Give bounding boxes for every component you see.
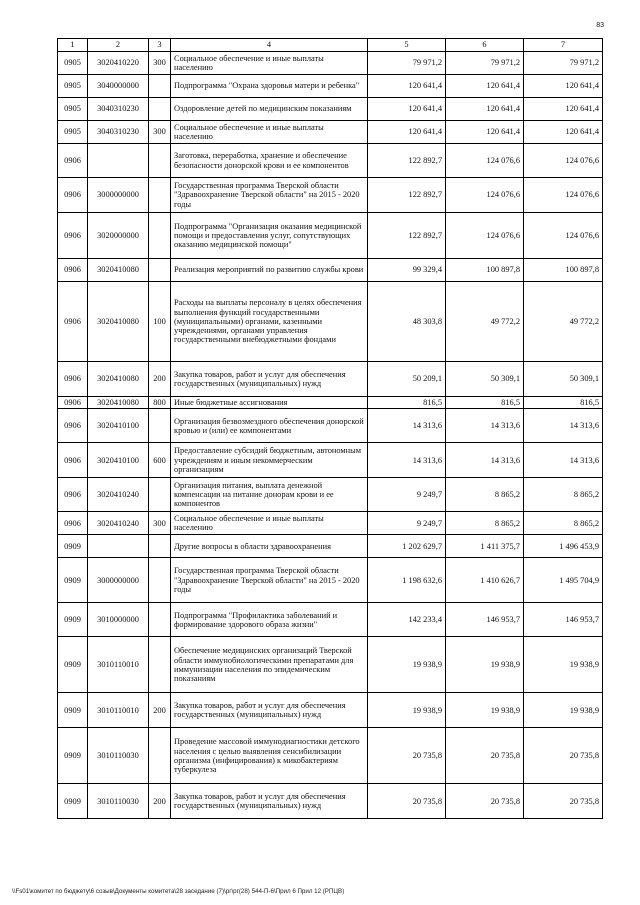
amount-year2-cell: 79 971,2 bbox=[446, 52, 524, 75]
amount-year2-cell: 14 313,6 bbox=[446, 409, 524, 443]
table-row bbox=[58, 397, 603, 409]
description-cell: Государственная программа Тверской области "Здравоохранение Тверской области" на 2015 - 2020 годы bbox=[171, 558, 368, 603]
expense-type-cell: 200 bbox=[149, 362, 171, 397]
target-article-cell bbox=[88, 144, 149, 178]
amount-year2-cell: 8 865,2 bbox=[446, 478, 524, 512]
target-article-cell bbox=[88, 535, 149, 558]
amount-year3-cell: 120 641,4 bbox=[524, 121, 603, 144]
description-cell: Предоставление субсидий бюджетным, автономным учреждениям и иным некоммерческим организациям bbox=[171, 443, 368, 478]
target-article-cell: 3000000000 bbox=[88, 558, 149, 603]
table-row bbox=[58, 121, 603, 144]
expense-type-cell: 300 bbox=[149, 512, 171, 535]
target-article-cell: 3000000000 bbox=[88, 178, 149, 213]
amount-year3-cell: 50 309,1 bbox=[524, 362, 603, 397]
expense-type-cell bbox=[149, 144, 171, 178]
expense-type-cell bbox=[149, 603, 171, 637]
expense-type-cell: 200 bbox=[149, 784, 171, 819]
expense-type-cell bbox=[149, 213, 171, 259]
table-row bbox=[58, 75, 603, 98]
section-code-cell: 0906 bbox=[58, 362, 88, 397]
amount-year1-cell: 122 892,7 bbox=[368, 144, 446, 178]
amount-year3-cell: 146 953,7 bbox=[524, 603, 603, 637]
description-cell: Оздоровление детей по медицинским показаниям bbox=[171, 98, 368, 121]
header-cell: 4 bbox=[171, 39, 368, 52]
amount-year1-cell: 816,5 bbox=[368, 397, 446, 409]
table-row bbox=[58, 362, 603, 397]
section-code-cell: 0905 bbox=[58, 98, 88, 121]
target-article-cell: 3020410100 bbox=[88, 443, 149, 478]
section-code-cell: 0906 bbox=[58, 213, 88, 259]
amount-year3-cell: 14 313,6 bbox=[524, 443, 603, 478]
description-cell: Закупка товаров, работ и услуг для обеспечения государственных (муниципальных) нужд bbox=[171, 362, 368, 397]
description-cell: Иные бюджетные ассигнования bbox=[171, 397, 368, 409]
amount-year2-cell: 120 641,4 bbox=[446, 98, 524, 121]
section-code-cell: 0909 bbox=[58, 728, 88, 784]
amount-year1-cell: 14 313,6 bbox=[368, 443, 446, 478]
description-cell: Обеспечение медицинских организаций Тверской области иммунобиологическими препаратами для иммунизации населения по эпидемическим показаниям bbox=[171, 637, 368, 693]
section-code-cell: 0906 bbox=[58, 512, 88, 535]
amount-year1-cell: 142 233,4 bbox=[368, 603, 446, 637]
section-code-cell: 0906 bbox=[58, 443, 88, 478]
description-cell: Реализация мероприятий по развитию службы крови bbox=[171, 259, 368, 282]
expense-type-cell bbox=[149, 558, 171, 603]
description-cell: Подпрограмма "Организация оказания медицинской помощи и предоставления услуг, сопутствующих оказанию медицинской помощи" bbox=[171, 213, 368, 259]
table-row bbox=[58, 535, 603, 558]
amount-year3-cell: 14 313,6 bbox=[524, 409, 603, 443]
expense-type-cell: 800 bbox=[149, 397, 171, 409]
header-cell: 5 bbox=[368, 39, 446, 52]
amount-year1-cell: 79 971,2 bbox=[368, 52, 446, 75]
section-code-cell: 0906 bbox=[58, 409, 88, 443]
header-cell: 7 bbox=[524, 39, 603, 52]
target-article-cell: 3020410080 bbox=[88, 397, 149, 409]
header-cell: 1 bbox=[58, 39, 88, 52]
amount-year2-cell: 19 938,9 bbox=[446, 637, 524, 693]
section-code-cell: 0906 bbox=[58, 397, 88, 409]
amount-year2-cell: 19 938,9 bbox=[446, 693, 524, 728]
description-cell: Заготовка, переработка, хранение и обеспечение безопасности донорской крови и ее компонентов bbox=[171, 144, 368, 178]
amount-year1-cell: 120 641,4 bbox=[368, 75, 446, 98]
target-article-cell: 3020000000 bbox=[88, 213, 149, 259]
amount-year2-cell: 146 953,7 bbox=[446, 603, 524, 637]
section-code-cell: 0909 bbox=[58, 603, 88, 637]
amount-year3-cell: 20 735,8 bbox=[524, 728, 603, 784]
table-row bbox=[58, 282, 603, 362]
expense-type-cell: 300 bbox=[149, 52, 171, 75]
amount-year2-cell: 20 735,8 bbox=[446, 728, 524, 784]
amount-year3-cell: 124 076,6 bbox=[524, 144, 603, 178]
table-row bbox=[58, 478, 603, 512]
footer-file-path: \\Fs01\комитет по бюджету\6 созыв\Документы комитета\28 заседание (7)\рг\рг(28) 544-П-6\Прил 6 Прил 12 (РПЦВ) bbox=[12, 888, 345, 895]
expense-type-cell bbox=[149, 259, 171, 282]
amount-year2-cell: 1 411 375,7 bbox=[446, 535, 524, 558]
amount-year2-cell: 1 410 626,7 bbox=[446, 558, 524, 603]
header-cell: 3 bbox=[149, 39, 171, 52]
target-article-cell: 3020410220 bbox=[88, 52, 149, 75]
expense-type-cell bbox=[149, 98, 171, 121]
section-code-cell: 0905 bbox=[58, 52, 88, 75]
target-article-cell: 3020410080 bbox=[88, 259, 149, 282]
amount-year2-cell: 120 641,4 bbox=[446, 121, 524, 144]
amount-year2-cell: 124 076,6 bbox=[446, 144, 524, 178]
header-cell: 2 bbox=[88, 39, 149, 52]
table-row bbox=[58, 558, 603, 603]
expense-type-cell bbox=[149, 178, 171, 213]
expense-type-cell bbox=[149, 535, 171, 558]
target-article-cell: 3040310230 bbox=[88, 121, 149, 144]
amount-year1-cell: 1 198 632,6 bbox=[368, 558, 446, 603]
target-article-cell: 3020410080 bbox=[88, 362, 149, 397]
amount-year3-cell: 120 641,4 bbox=[524, 98, 603, 121]
expense-type-cell bbox=[149, 75, 171, 98]
target-article-cell: 3010110030 bbox=[88, 728, 149, 784]
amount-year1-cell: 120 641,4 bbox=[368, 121, 446, 144]
target-article-cell: 3010110010 bbox=[88, 637, 149, 693]
description-cell: Подпрограмма "Профилактика заболеваний и формирование здорового образа жизни" bbox=[171, 603, 368, 637]
expense-type-cell: 100 bbox=[149, 282, 171, 362]
expense-type-cell: 200 bbox=[149, 693, 171, 728]
page-number: 83 bbox=[596, 22, 604, 29]
target-article-cell: 3020410240 bbox=[88, 512, 149, 535]
expense-type-cell bbox=[149, 409, 171, 443]
description-cell: Проведение массовой иммунодиагностики детского населения с целью выявления сенсибилизации организма (инфицирования) к микобактериям туберкулеза bbox=[171, 728, 368, 784]
expense-type-cell: 600 bbox=[149, 443, 171, 478]
table-row bbox=[58, 443, 603, 478]
amount-year1-cell: 99 329,4 bbox=[368, 259, 446, 282]
table-row bbox=[58, 144, 603, 178]
target-article-cell: 3010110010 bbox=[88, 693, 149, 728]
section-code-cell: 0909 bbox=[58, 558, 88, 603]
amount-year1-cell: 19 938,9 bbox=[368, 637, 446, 693]
amount-year1-cell: 122 892,7 bbox=[368, 213, 446, 259]
amount-year3-cell: 124 076,6 bbox=[524, 213, 603, 259]
table-row bbox=[58, 52, 603, 75]
amount-year2-cell: 100 897,8 bbox=[446, 259, 524, 282]
description-cell: Организация питания, выплата денежной компенсации на питание донорам крови и ее компонентов bbox=[171, 478, 368, 512]
target-article-cell: 3020410240 bbox=[88, 478, 149, 512]
amount-year2-cell: 20 735,8 bbox=[446, 784, 524, 819]
section-code-cell: 0909 bbox=[58, 535, 88, 558]
amount-year3-cell: 19 938,9 bbox=[524, 693, 603, 728]
amount-year2-cell: 49 772,2 bbox=[446, 282, 524, 362]
table-row bbox=[58, 512, 603, 535]
amount-year3-cell: 79 971,2 bbox=[524, 52, 603, 75]
amount-year1-cell: 9 249,7 bbox=[368, 512, 446, 535]
table-row bbox=[58, 603, 603, 637]
budget-table bbox=[57, 38, 603, 819]
expense-type-cell bbox=[149, 478, 171, 512]
amount-year1-cell: 122 892,7 bbox=[368, 178, 446, 213]
description-cell: Подпрограмма "Охрана здоровья матери и ребенка" bbox=[171, 75, 368, 98]
section-code-cell: 0905 bbox=[58, 121, 88, 144]
amount-year1-cell: 14 313,6 bbox=[368, 409, 446, 443]
amount-year2-cell: 8 865,2 bbox=[446, 512, 524, 535]
table-row bbox=[58, 693, 603, 728]
section-code-cell: 0906 bbox=[58, 282, 88, 362]
description-cell: Закупка товаров, работ и услуг для обеспечения государственных (муниципальных) нужд bbox=[171, 693, 368, 728]
amount-year1-cell: 20 735,8 bbox=[368, 728, 446, 784]
section-code-cell: 0909 bbox=[58, 637, 88, 693]
expense-type-cell bbox=[149, 637, 171, 693]
table-row bbox=[58, 98, 603, 121]
amount-year1-cell: 48 303,8 bbox=[368, 282, 446, 362]
description-cell: Социальное обеспечение и иные выплаты населению bbox=[171, 512, 368, 535]
amount-year1-cell: 9 249,7 bbox=[368, 478, 446, 512]
description-cell: Социальное обеспечение и иные выплаты населению bbox=[171, 121, 368, 144]
amount-year1-cell: 1 202 629,7 bbox=[368, 535, 446, 558]
section-code-cell: 0909 bbox=[58, 784, 88, 819]
table-row bbox=[58, 637, 603, 693]
table-row bbox=[58, 213, 603, 259]
section-code-cell: 0909 bbox=[58, 693, 88, 728]
amount-year3-cell: 100 897,8 bbox=[524, 259, 603, 282]
amount-year3-cell: 120 641,4 bbox=[524, 75, 603, 98]
amount-year3-cell: 49 772,2 bbox=[524, 282, 603, 362]
amount-year1-cell: 50 209,1 bbox=[368, 362, 446, 397]
amount-year1-cell: 19 938,9 bbox=[368, 693, 446, 728]
amount-year1-cell: 20 735,8 bbox=[368, 784, 446, 819]
section-code-cell: 0906 bbox=[58, 178, 88, 213]
amount-year2-cell: 120 641,4 bbox=[446, 75, 524, 98]
amount-year3-cell: 1 495 704,9 bbox=[524, 558, 603, 603]
amount-year3-cell: 8 865,2 bbox=[524, 512, 603, 535]
description-cell: Социальное обеспечение и иные выплаты населению bbox=[171, 52, 368, 75]
amount-year3-cell: 1 496 453,9 bbox=[524, 535, 603, 558]
amount-year2-cell: 124 076,6 bbox=[446, 213, 524, 259]
section-code-cell: 0906 bbox=[58, 259, 88, 282]
amount-year3-cell: 19 938,9 bbox=[524, 637, 603, 693]
table-row bbox=[58, 784, 603, 819]
description-cell: Другие вопросы в области здравоохранения bbox=[171, 535, 368, 558]
description-cell: Расходы на выплаты персоналу в целях обеспечения выполнения функций государственными (муниципальными) органами, казенными учреждениями, органами управления государственными внебюджетными фондами bbox=[171, 282, 368, 362]
description-cell: Государственная программа Тверской области "Здравоохранение Тверской области" на 2015 - 2020 годы bbox=[171, 178, 368, 213]
table-row bbox=[58, 728, 603, 784]
expense-type-cell: 300 bbox=[149, 121, 171, 144]
section-code-cell: 0905 bbox=[58, 75, 88, 98]
target-article-cell: 3040000000 bbox=[88, 75, 149, 98]
amount-year2-cell: 14 313,6 bbox=[446, 443, 524, 478]
section-code-cell: 0906 bbox=[58, 478, 88, 512]
description-cell: Организация безвозмездного обеспечения донорской кровью и (или) ее компонентами bbox=[171, 409, 368, 443]
amount-year3-cell: 20 735,8 bbox=[524, 784, 603, 819]
target-article-cell: 3020410080 bbox=[88, 282, 149, 362]
table-row bbox=[58, 259, 603, 282]
amount-year1-cell: 120 641,4 bbox=[368, 98, 446, 121]
amount-year2-cell: 50 309,1 bbox=[446, 362, 524, 397]
table-header-row bbox=[58, 39, 603, 52]
amount-year3-cell: 124 076,6 bbox=[524, 178, 603, 213]
table-row bbox=[58, 409, 603, 443]
header-cell: 6 bbox=[446, 39, 524, 52]
table-row bbox=[58, 178, 603, 213]
section-code-cell: 0906 bbox=[58, 144, 88, 178]
target-article-cell: 3040310230 bbox=[88, 98, 149, 121]
target-article-cell: 3020410100 bbox=[88, 409, 149, 443]
expense-type-cell bbox=[149, 728, 171, 784]
target-article-cell: 3010110030 bbox=[88, 784, 149, 819]
amount-year3-cell: 8 865,2 bbox=[524, 478, 603, 512]
description-cell: Закупка товаров, работ и услуг для обеспечения государственных (муниципальных) нужд bbox=[171, 784, 368, 819]
target-article-cell: 3010000000 bbox=[88, 603, 149, 637]
amount-year2-cell: 816,5 bbox=[446, 397, 524, 409]
amount-year2-cell: 124 076,6 bbox=[446, 178, 524, 213]
amount-year3-cell: 816,5 bbox=[524, 397, 603, 409]
